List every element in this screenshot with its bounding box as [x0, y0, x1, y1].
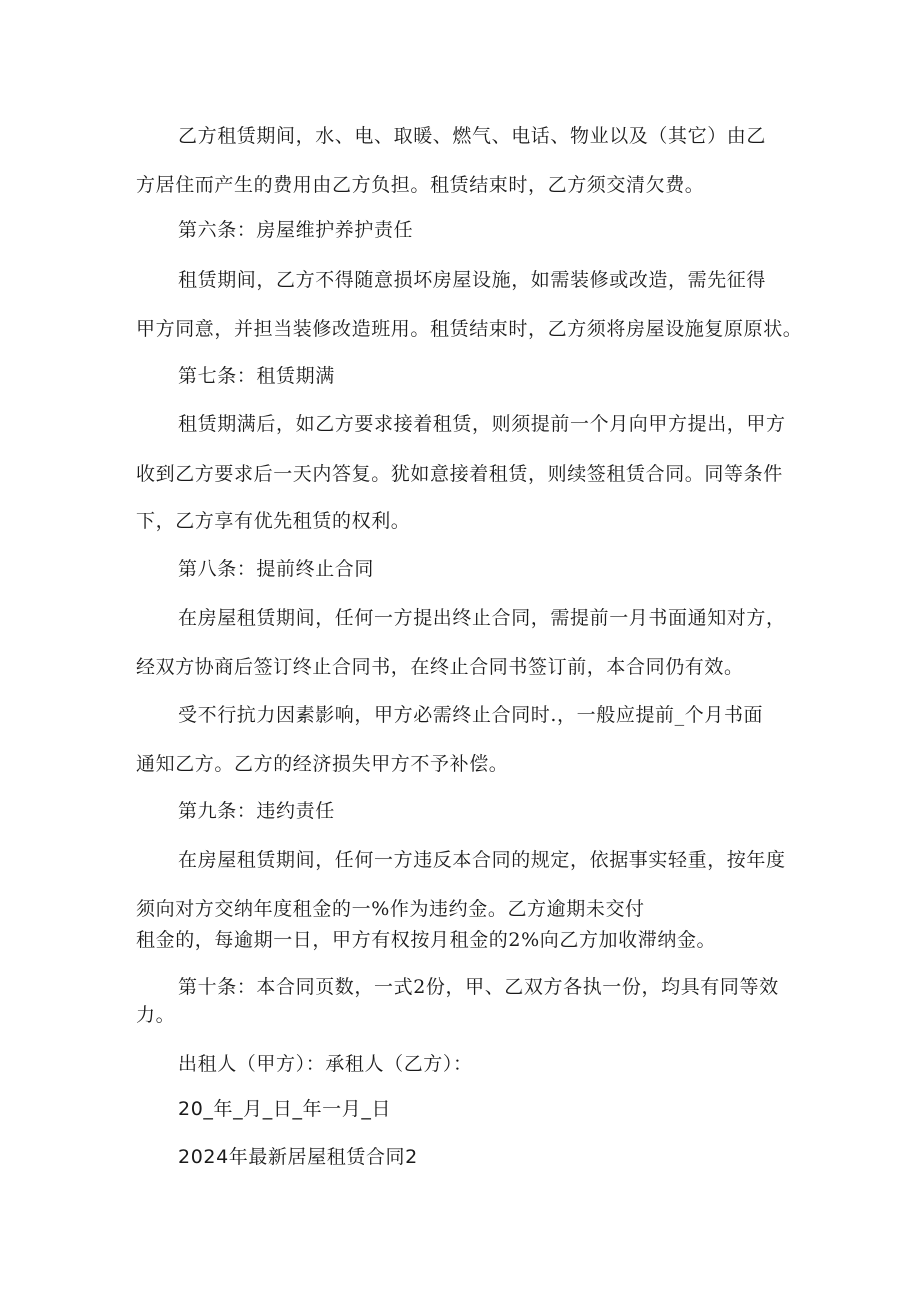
- date-line: 20_年_月_日_年一月_日: [178, 1098, 392, 1120]
- paragraph-line: 乙方租赁期间，水、电、取暖、燃气、电话、物业以及（其它）由乙: [178, 125, 767, 147]
- section-heading: 第六条：房屋维护养护责任: [178, 219, 414, 241]
- section-heading: 第九条：违约责任: [178, 800, 335, 822]
- paragraph-line: 下，乙方享有优先租赁的权利。: [136, 510, 411, 532]
- paragraph-line: 第十条：本合同页数，一式2份，甲、乙双方各执一份，均具有同等效: [178, 976, 779, 998]
- paragraph-line: 租赁期满后，如乙方要求接着租赁，则须提前一个月向甲方提出，甲方: [178, 413, 786, 435]
- paragraph-line: 方居住而产生的费用由乙方负担。租赁结束时，乙方须交清欠费。: [136, 174, 705, 196]
- paragraph-line: 在房屋租赁期间，任何一方提出终止合同，需提前一月书面通知对方，: [178, 607, 786, 629]
- paragraph-line: 受不行抗力因素影响，甲方必需终止合同时.，一般应提前_个月书面: [178, 704, 764, 726]
- paragraph-line: 在房屋租赁期间，任何一方违反本合同的规定，依据事实轻重，按年度: [178, 849, 786, 871]
- paragraph-line: 经双方协商后签订终止合同书，在终止合同书签订前，本合同仍有效。: [136, 656, 744, 678]
- section-heading: 第七条：租赁期满: [178, 365, 335, 387]
- paragraph-line: 租赁期间，乙方不得随意损坏房屋设施，如需装修或改造，需先征得: [178, 269, 767, 291]
- paragraph-line: 收到乙方要求后一天内答复。犹如意接着租赁，则续签租赁合同。同等条件: [136, 463, 783, 485]
- paragraph-line: 力。: [136, 1004, 176, 1026]
- section-heading: 第八条：提前终止合同: [178, 558, 375, 580]
- paragraph-line: 须向对方交纳年度租金的一%作为违约金。乙方逾期未交付: [136, 898, 645, 920]
- paragraph-line: 甲方同意，并担当装修改造班用。租赁结束时，乙方须将房屋设施复原原状。: [136, 318, 803, 340]
- paragraph-line: 通知乙方。乙方的经济损失甲方不予补偿。: [136, 753, 509, 775]
- paragraph-line: 租金的，每逾期一日，甲方有权按月租金的2%向乙方加收滞纳金。: [136, 929, 717, 951]
- signature-line: 出租人（甲方）：承租人（乙方）：: [178, 1053, 473, 1075]
- next-document-title: 2024年最新居屋租赁合同2: [178, 1146, 418, 1168]
